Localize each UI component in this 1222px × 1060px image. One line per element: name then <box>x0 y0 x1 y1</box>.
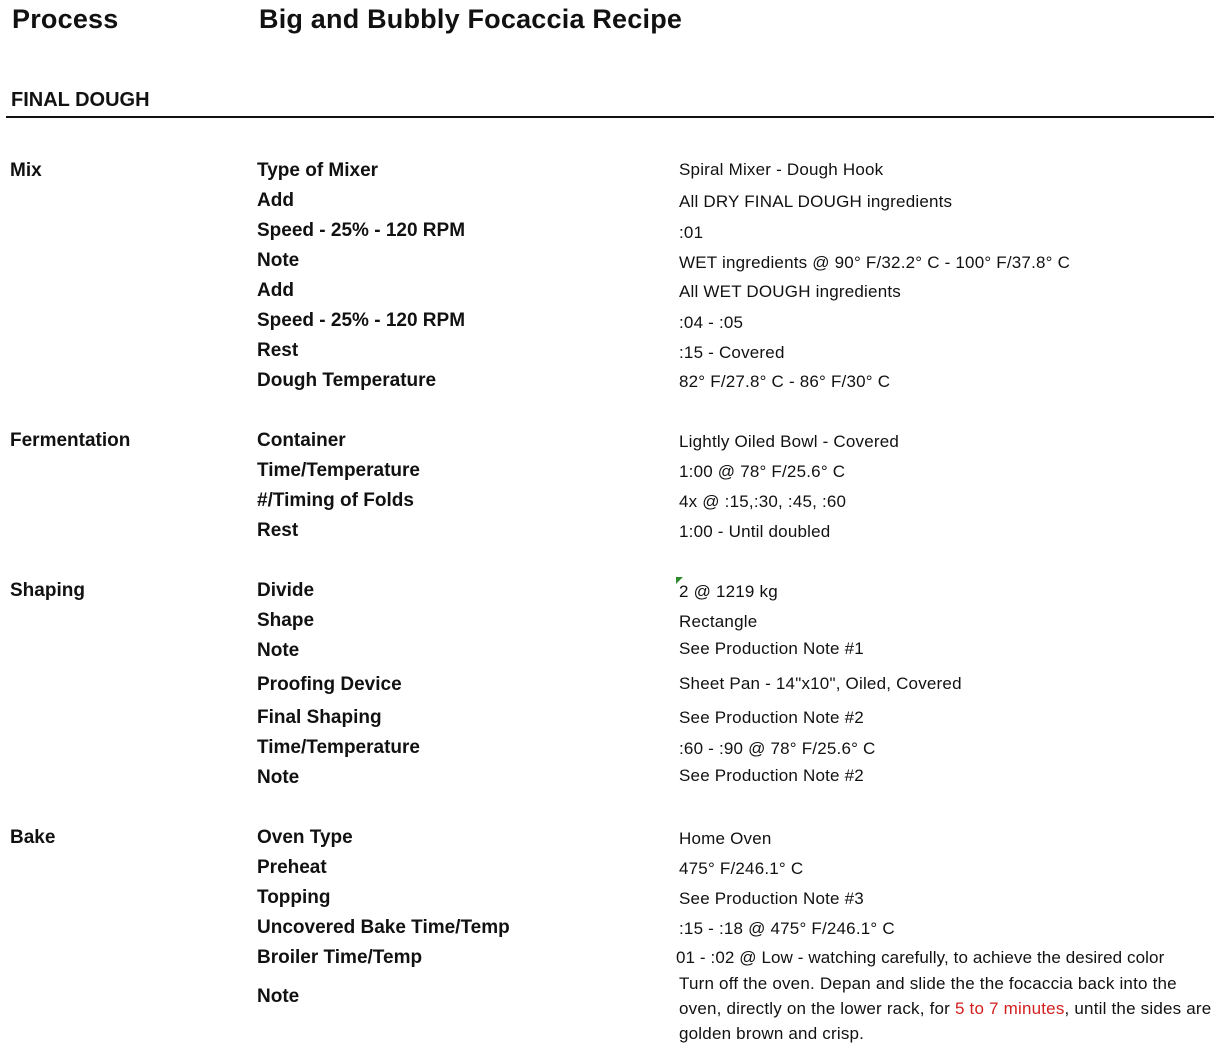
bake-label-broiler: Broiler Time/Temp <box>257 947 423 968</box>
bake-label-note: Note <box>257 986 300 1007</box>
mix-label-note: Note <box>257 250 300 271</box>
shaping-value-final-shaping: See Production Note #2 <box>679 708 864 727</box>
shaping-value-divide: 2 @ 1219 kg <box>679 582 778 601</box>
shaping-label-final-shaping: Final Shaping <box>257 707 382 728</box>
mix-label-add-wet: Add <box>257 280 294 301</box>
recipe-title: Big and Bubbly Focaccia Recipe <box>259 4 683 34</box>
bake-label-uncovered-bake: Uncovered Bake Time/Temp <box>257 917 510 938</box>
shaping-label-note-2: Note <box>257 767 300 788</box>
fermentation-value-time-temperature: 1:00 @ 78° F/25.6° C <box>679 462 846 481</box>
shaping-label-time-temperature: Time/Temperature <box>257 737 420 758</box>
mix-value-type-of-mixer: Spiral Mixer - Dough Hook <box>679 160 884 179</box>
bake-note-text-before: Turn off the oven. Depan and slide the the focaccia back into the oven, directly on the lower rack, for <box>679 974 1177 1018</box>
shaping-value-time-temperature: :60 - :90 @ 78° F/25.6° C <box>679 739 876 758</box>
shaping-value-proofing-device: Sheet Pan - 14"x10", Oiled, Covered <box>679 674 962 693</box>
shaping-value-shape: Rectangle <box>679 612 758 631</box>
fermentation-value-container: Lightly Oiled Bowl - Covered <box>679 432 900 451</box>
fermentation-label-time-temperature: Time/Temperature <box>257 460 420 481</box>
category-bake: Bake <box>10 827 56 848</box>
mix-value-add-wet: All WET DOUGH ingredients <box>679 282 901 301</box>
fermentation-label-container: Container <box>257 430 346 451</box>
mix-label-speed-2: Speed - 25% - 120 RPM <box>257 310 466 331</box>
category-mix: Mix <box>10 160 42 181</box>
category-shaping: Shaping <box>10 580 85 601</box>
mix-value-speed-2: :04 - :05 <box>679 313 744 332</box>
bake-note-text-after: , until the sides are golden brown and crisp. <box>679 999 1212 1043</box>
fermentation-label-rest: Rest <box>257 520 299 541</box>
bake-value-preheat: 475° F/246.1° C <box>679 859 804 878</box>
mix-value-speed-1: :01 <box>679 223 704 242</box>
mix-label-dough-temperature: Dough Temperature <box>257 370 437 391</box>
shaping-value-note-1: See Production Note #1 <box>679 639 864 658</box>
bake-note-highlight: 5 to 7 minutes <box>954 999 1065 1018</box>
mix-value-add-dry: All DRY FINAL DOUGH ingredients <box>679 192 953 211</box>
shaping-label-divide: Divide <box>257 580 315 601</box>
shaping-value-note-2: See Production Note #2 <box>679 766 864 785</box>
bake-value-note <box>679 971 1219 1046</box>
section-divider <box>6 116 1214 118</box>
mix-value-note: WET ingredients @ 90° F/32.2° C - 100° F/37.8° C <box>679 253 1071 272</box>
category-fermentation: Fermentation <box>10 430 131 451</box>
shaping-label-shape: Shape <box>257 610 315 631</box>
bake-value-broiler: 01 - :02 @ Low - watching carefully, to achieve the desired color <box>676 948 1165 967</box>
mix-label-speed-1: Speed - 25% - 120 RPM <box>257 220 466 241</box>
bake-label-topping: Topping <box>257 887 331 908</box>
bake-label-preheat: Preheat <box>257 857 327 878</box>
mix-label-rest: Rest <box>257 340 299 361</box>
section-title: FINAL DOUGH <box>11 89 150 111</box>
bake-value-topping: See Production Note #3 <box>679 889 864 908</box>
mix-value-rest: :15 - Covered <box>679 343 785 362</box>
mix-value-dough-temperature: 82° F/27.8° C - 86° F/30° C <box>679 372 891 391</box>
shaping-label-note-1: Note <box>257 640 300 661</box>
shaping-label-proofing-device: Proofing Device <box>257 674 402 695</box>
mix-label-type-of-mixer: Type of Mixer <box>257 160 379 181</box>
fermentation-label-timing-of-folds: #/Timing of Folds <box>257 490 414 511</box>
bake-value-uncovered-bake: :15 - :18 @ 475° F/246.1° C <box>679 919 895 938</box>
fermentation-value-rest: 1:00 - Until doubled <box>679 522 831 541</box>
fermentation-value-timing-of-folds: 4x @ :15,:30, :45, :60 <box>679 492 847 511</box>
bake-value-oven-type: Home Oven <box>679 829 772 848</box>
process-heading: Process <box>12 4 119 34</box>
mix-label-add-dry: Add <box>257 190 294 211</box>
bake-label-oven-type: Oven Type <box>257 827 353 848</box>
